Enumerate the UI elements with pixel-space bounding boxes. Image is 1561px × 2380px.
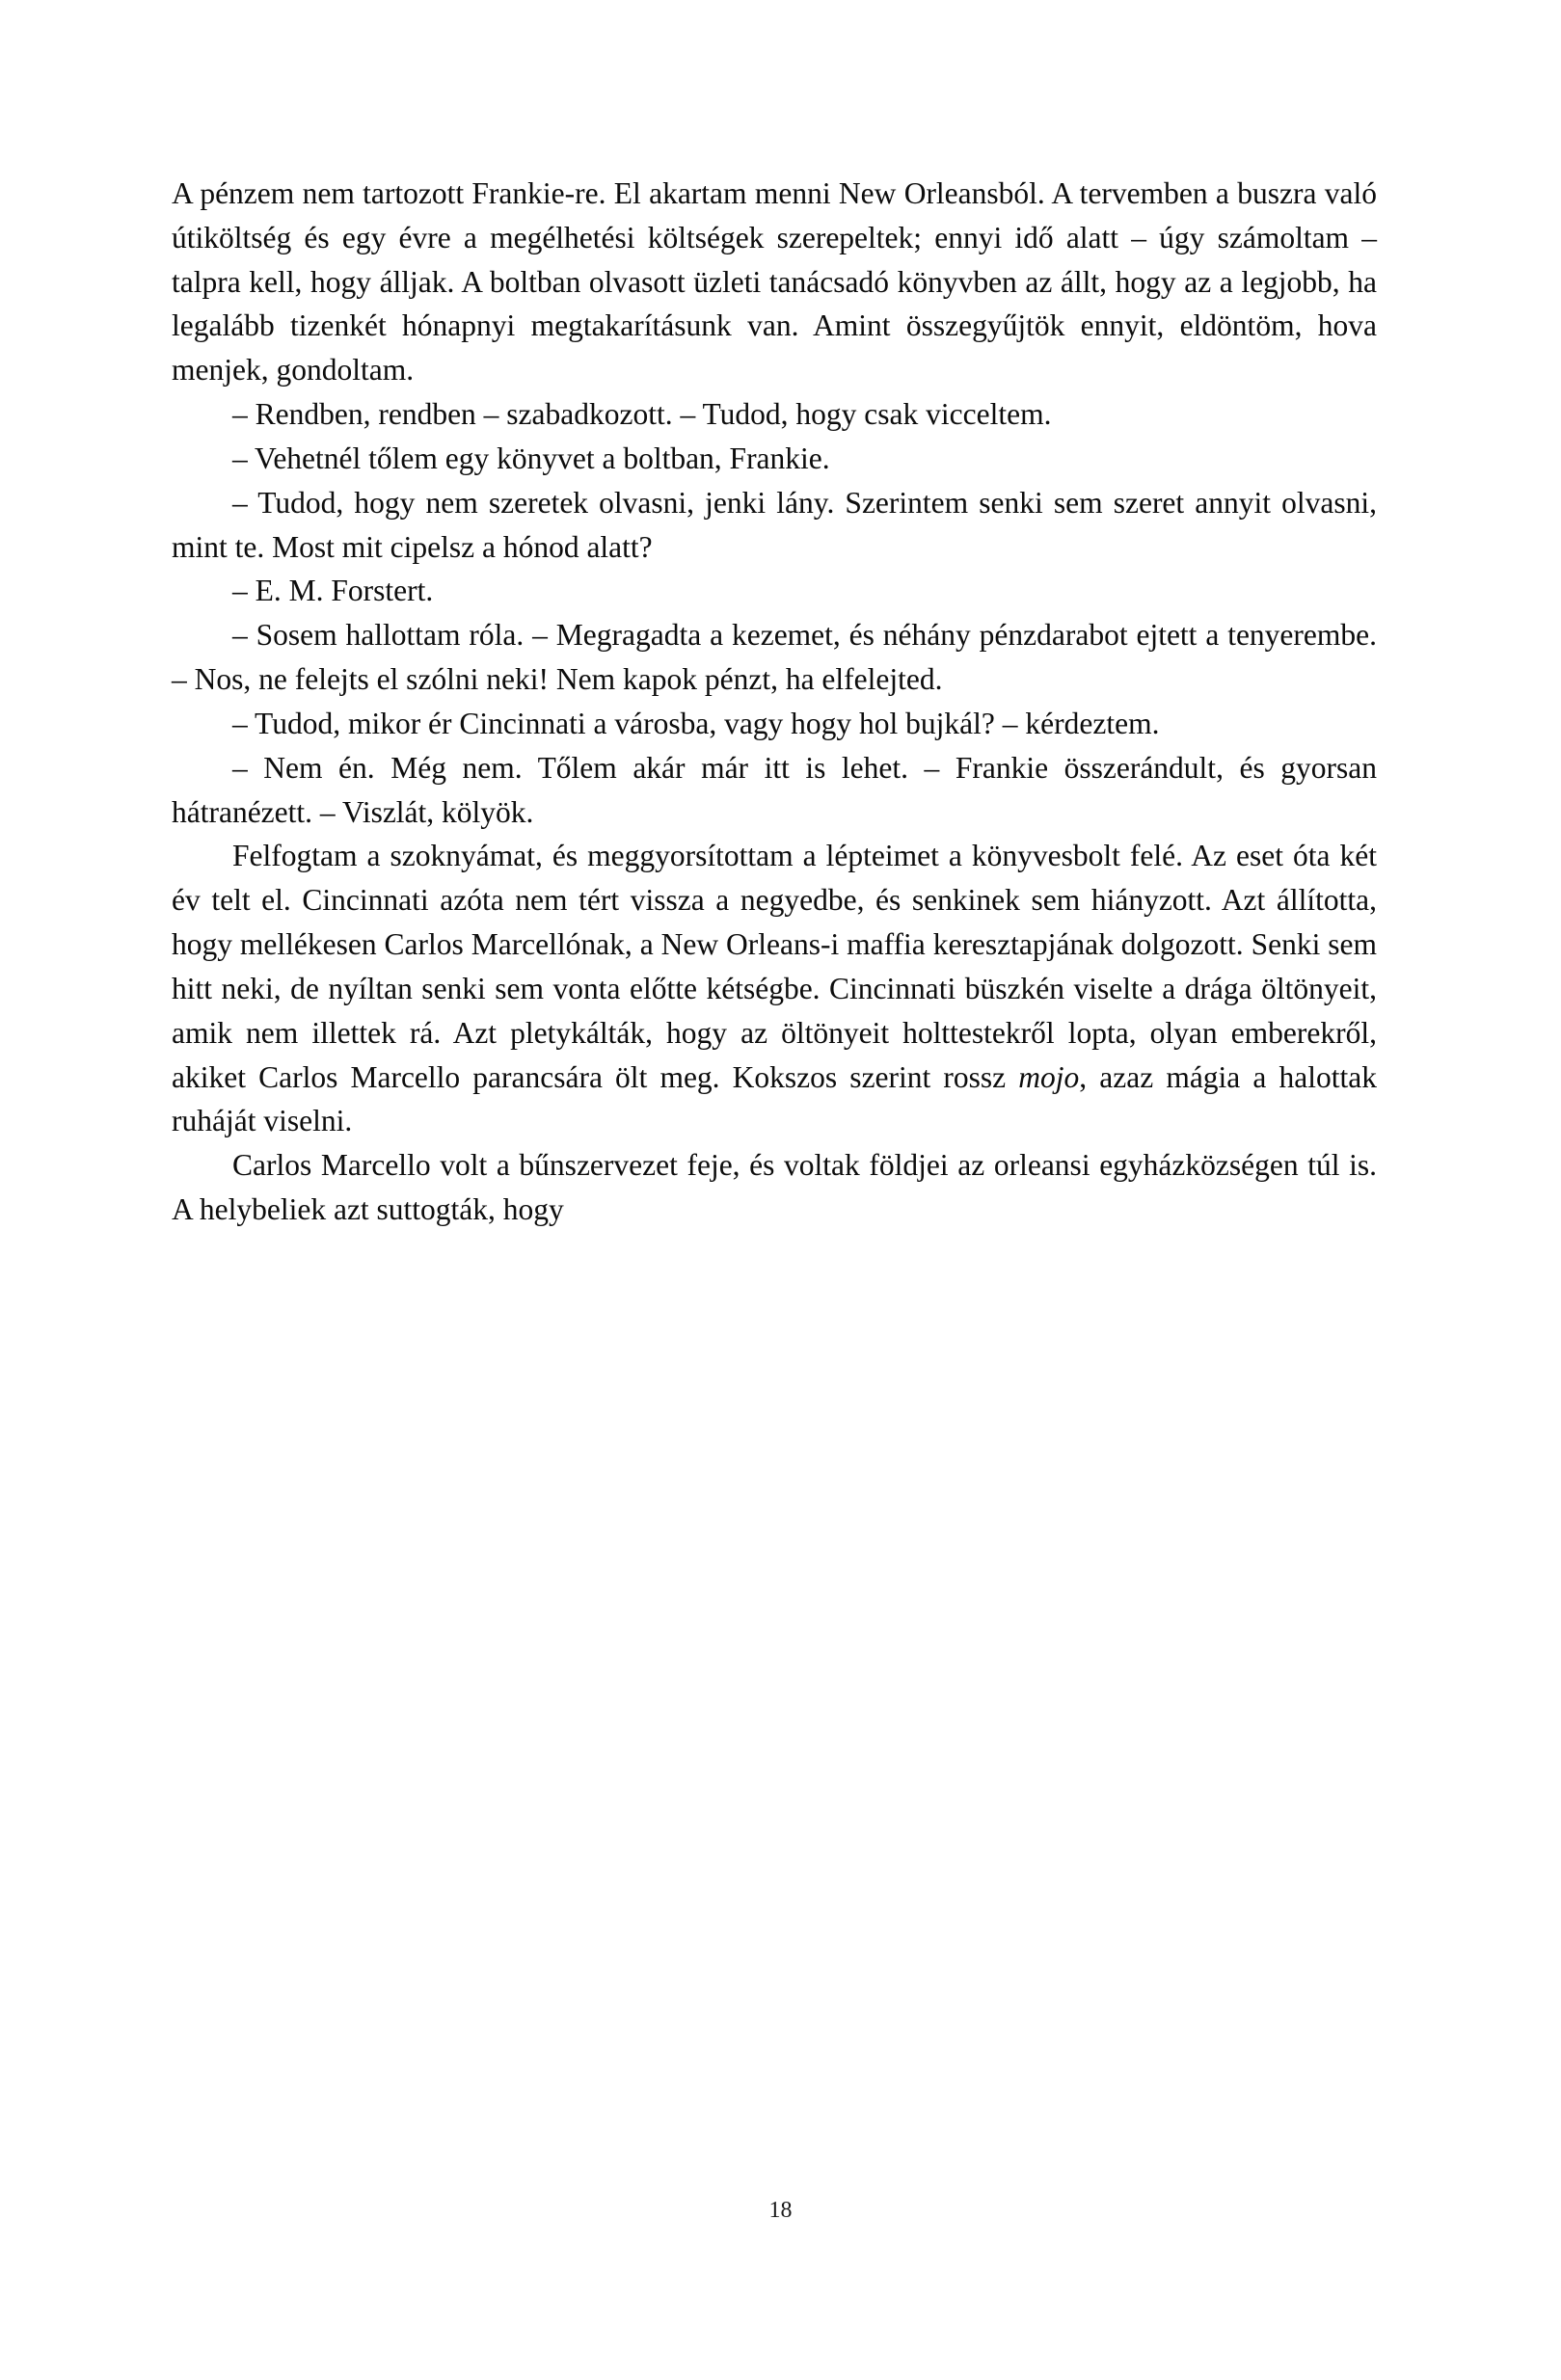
paragraph: – Sosem hallottam róla. – Megragadta a kezemet, és néhány pénzdarabot ejtett a tenyerembe. – Nos, ne felejts el szólni neki! Nem kapok pénzt, ha elfelejted. <box>172 618 1377 697</box>
paragraph: – Vehetnél tőlem egy könyvet a boltban, Frankie. <box>232 441 830 475</box>
paragraph: A pénzem nem tartozott Frankie-re. El akartam menni New Orleansból. A tervemben a buszra való útiköltség és egy évre a megélhetési költségek szerepeltek; ennyi idő alatt – úgy számoltam – talpra kell, hogy álljak. A boltban olvasott üzleti tanácsadó könyvben az állt, hogy az a legjobb, ha legalább tizenkét hónapnyi megtakarításunk van. Amint összegyűjtök ennyit, eldöntöm, hova menjek, gondoltam. <box>172 176 1377 388</box>
italic-term: mojo <box>1018 1059 1080 1094</box>
paragraph: – E. M. Forstert. <box>232 574 434 608</box>
paragraph: – Tudod, hogy nem szeretek olvasni, jenki lány. Szerintem senki sem szeret annyit olvasni, mint te. Most mit cipelsz a hónod alatt? <box>172 485 1377 564</box>
paragraph: – Nem én. Még nem. Tőlem akár már itt is lehet. – Frankie összerándult, és gyorsan hátranézett. – Viszlát, kölyök. <box>172 750 1377 829</box>
paragraph: – Tudod, mikor ér Cincinnati a városba, vagy hogy hol bujkál? – kérdeztem. <box>232 706 1160 740</box>
page-number: 18 <box>768 2198 793 2223</box>
paragraph: – Rendben, rendben – szabadkozott. – Tudod, hogy csak vicceltem. <box>232 397 1052 432</box>
page-body-text <box>172 172 1377 1232</box>
paragraph-with-italic: Felfogtam a szoknyámat, és meggyorsítottam a lépteimet a könyvesbolt felé. Az eset óta két év telt el. Cincinnati azóta nem tért vissza a negyedbe, és senkinek sem hiányzott. Azt állította, hogy mellékesen Carlos Marcellónak, a New Orleans-i maffia keresztapjának dolgozott. Senki sem hitt neki, de nyíltan senki sem vonta előtte kétségbe. Cincinnati büszkén viselte a drága öltönyeit, amik nem illettek rá. Azt pletykálták, hogy az öltönyeit holttestekről lopta, olyan emberekről, akiket Carlos Marcello parancsára ölt meg. Kokszos szerint rossz mojo, azaz mágia a halottak ruháját viselni. <box>172 839 1377 1138</box>
paragraph: Carlos Marcello volt a bűnszervezet feje, és voltak földjei az orleansi egyházközségen túl is. A helybeliek azt suttogták, hogy <box>172 1148 1377 1227</box>
